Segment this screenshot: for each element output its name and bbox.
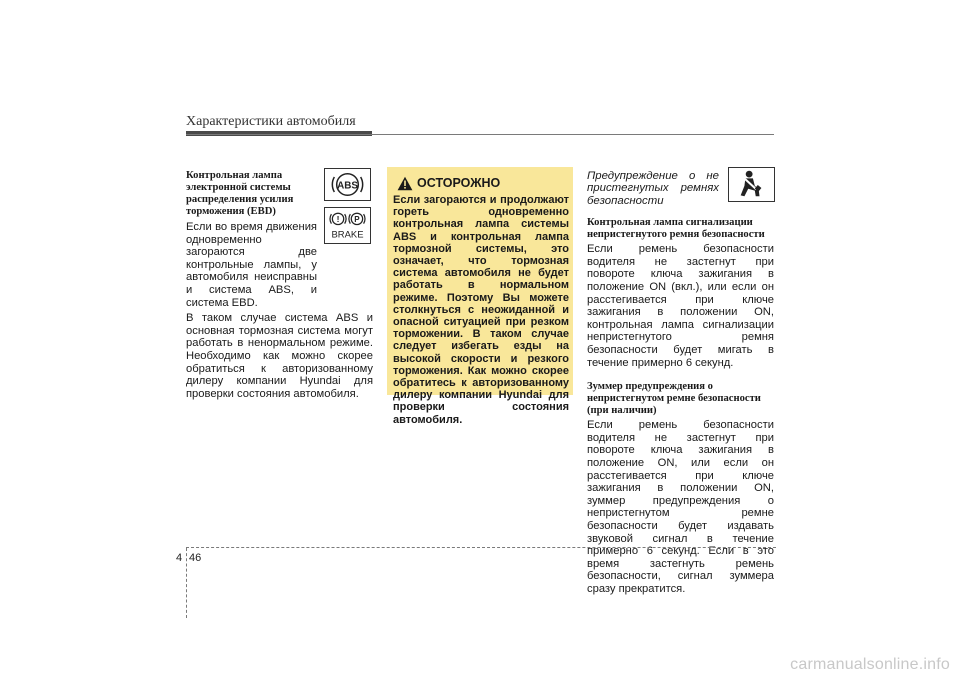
- footer-vertical-rule: [186, 548, 187, 618]
- seatbelt-buzzer-paragraph: Если ремень безопасности водителя не застегнут при повороте ключа зажигания в положение ON, или если он расстегивается при ключе зажигания в положении ON, зуммер предупреждения о непристегнутом ремне безопасности будет издавать звуковой сигнал в течение примерно 6 секунд. Если в это время застегнуть ремень безопасности, сигнал зуммера сразу прекратится.: [587, 419, 774, 595]
- seatbelt-warning-heading: Предупреждение о не пристегнутых ремнях безопасности: [587, 170, 719, 207]
- caution-box: [387, 167, 573, 426]
- ebd-paragraph-2: В таком случае система ABS и основная тормозная система могут работать в ненормальном режиме. Необходимо как можно скорее обратиться к авторизованному дилеру компании Hyundai для проверки состояния автомобиля.: [186, 312, 373, 400]
- right-column: [587, 170, 774, 595]
- footer-rule: [186, 547, 776, 548]
- warning-triangle-icon: [397, 176, 413, 191]
- abs-warning-icon: [324, 168, 371, 201]
- caution-body: Если загораются и продолжают гореть одновременно контрольная лампа системы ABS и контрольная лампа тормозной системы, это означает, что тормозная система автомобиля не будет работать в нормальном режиме. Поэтому Вы можете столкнуться с неожиданной и опасной ситуацией при резком торможении. В таком случае следует избегать езды на высокой скорости и резкого торможения. Как можно скорее обратитесь к авторизованному дилеру компании Hyundai для проверки состояния автомобиля.: [393, 194, 569, 426]
- left-column: [186, 170, 373, 400]
- brake-icon-p: P: [354, 215, 360, 225]
- page-number: 46: [189, 552, 202, 564]
- seatbelt-warning-icon: [728, 167, 775, 202]
- ebd-paragraph-1: Если во время движения одновременно загораются две контрольные лампы, у автомобиля неисправны и система ABS, и система EBD.: [186, 221, 317, 309]
- chapter-number: 4: [176, 552, 183, 564]
- seatbelt-lamp-heading: Контрольная лампа сигнализации непристегнутого ремня безопасности: [587, 217, 765, 241]
- seatbelt-buzzer-heading: Зуммер предупреждения о непристегнутом ремне безопасности (при наличии): [587, 381, 761, 417]
- brake-icon-label: BRAKE: [331, 229, 364, 241]
- seatbelt-lamp-paragraph: Если ремень безопасности водителя не застегнут при повороте ключа зажигания в положение ON (вкл.), или если он расстегивается при ключе зажигания в положении ON, контрольная лампа сигнализации непристегнутого ремня безопасности будет мигать в течение примерно 6 секунд.: [587, 243, 774, 369]
- svg-text:!: !: [336, 214, 340, 225]
- abs-icon-label: ABS: [337, 180, 358, 192]
- header-rule: [186, 134, 774, 135]
- brake-warning-icon: [324, 207, 371, 244]
- section-title: Характеристики автомобиля: [186, 114, 356, 129]
- caution-title-row: [397, 173, 569, 193]
- ebd-heading: Контрольная лампа электронной системы распределения усилия торможения (EBD): [186, 170, 294, 217]
- watermark: carmanualsonline.info: [790, 656, 950, 673]
- caution-title: ОСТОРОЖНО: [417, 176, 501, 190]
